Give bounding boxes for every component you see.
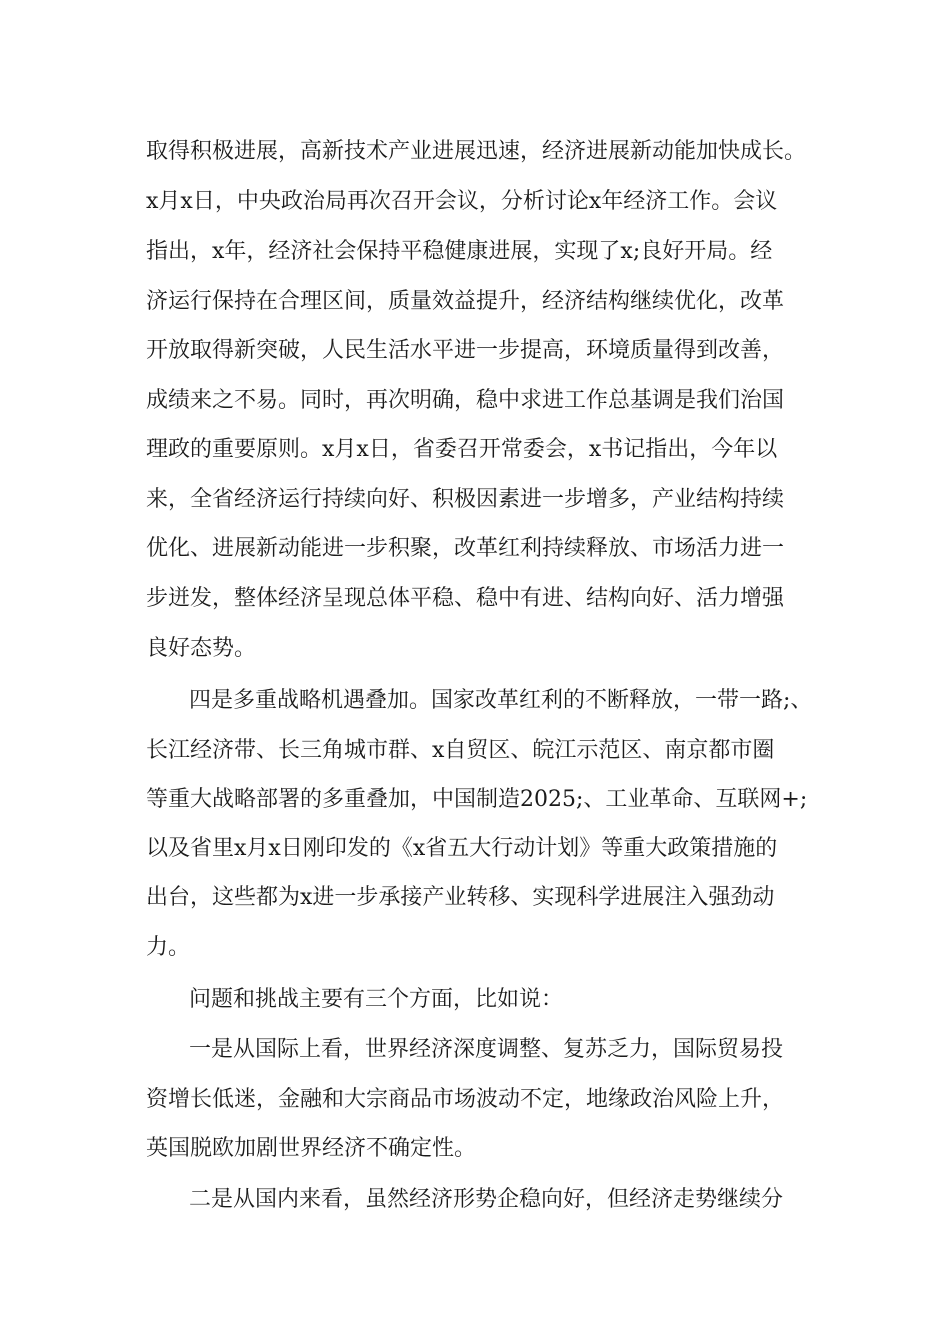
text-line: 良好态势。: [146, 636, 257, 661]
text-line: 资增长低迷，金融和大宗商品市场波动不定，地缘政治风险上升，: [146, 1087, 785, 1112]
text-line: 出台，这些都为x进一步承接产业转移、实现科学进展注入强劲动: [146, 885, 775, 910]
text-line: 来，全省经济运行持续向好、积极因素进一步增多，产业结构持续: [146, 487, 785, 512]
text-line: 力。: [146, 935, 191, 960]
text-line: 开放取得新突破，人民生活水平进一步提高，环境质量得到改善，: [146, 338, 785, 363]
text-line: 指出，x年，经济社会保持平稳健康进展，实现了x;良好开局。经: [146, 239, 773, 264]
paragraph-first-line: 二是从国内来看，虽然经济形势企稳向好，但经济走势继续分: [189, 1187, 784, 1212]
paragraph-first-line: 一是从国际上看，世界经济深度调整、复苏乏力，国际贸易投: [189, 1037, 784, 1062]
text-line: 取得积极进展，高新技术产业进展迅速，经济进展新动能加快成长。: [146, 139, 807, 164]
text-line: x月x日，中央政治局再次召开会议，分析讨论x年经济工作。会议: [146, 189, 778, 214]
paragraph-first-line: 问题和挑战主要有三个方面，比如说：: [189, 987, 564, 1012]
text-line: 英国脱欧加剧世界经济不确定性。: [146, 1136, 477, 1161]
paragraph-first-line: 四是多重战略机遇叠加。国家改革红利的不断释放，一带一路;、: [189, 688, 813, 713]
text-line: 成绩来之不易。同时，再次明确，稳中求进工作总基调是我们治国: [146, 388, 785, 413]
text-line: 理政的重要原则。x月x日，省委召开常委会，x书记指出，今年以: [146, 437, 778, 462]
text-line: 优化、进展新动能进一步积聚，改革红利持续释放、市场活力进一: [146, 536, 785, 561]
text-line: 济运行保持在合理区间，质量效益提升，经济结构继续优化，改革: [146, 289, 785, 314]
text-line: 长江经济带、长三角城市群、x自贸区、皖江示范区、南京都市圈: [146, 738, 775, 763]
text-line: 等重大战略部署的多重叠加，中国制造2025;、工业革命、互联网+;: [146, 787, 808, 812]
text-line: 步迸发，整体经济呈现总体平稳、稳中有进、结构向好、活力增强: [146, 586, 785, 611]
text-line: 以及省里x月x日刚印发的《x省五大行动计划》等重大政策措施的: [146, 836, 778, 861]
